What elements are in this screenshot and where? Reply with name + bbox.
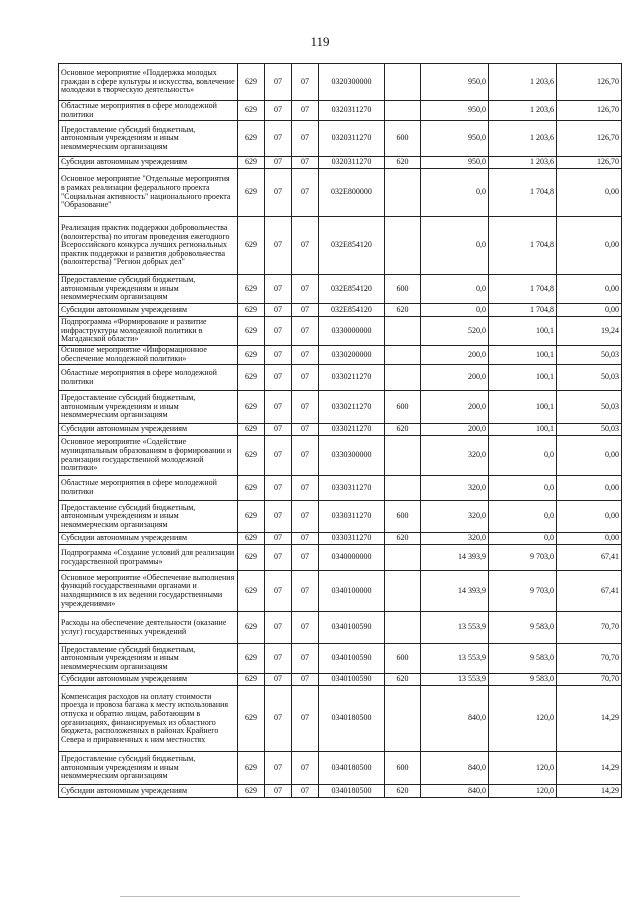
row-planned-cell: 950,0 — [421, 64, 489, 101]
row-actual-cell: 100,1 — [489, 346, 557, 365]
row-actual-cell: 1 704,8 — [489, 304, 557, 317]
table-row — [59, 304, 622, 317]
row-percent-cell: 67,41 — [557, 571, 622, 612]
row-target-article-cell: 0320311270 — [319, 157, 385, 169]
row-name-cell: Подпрограмма «Формирование и развитие инфраструктуры молодежной политики в Магаданской области» — [59, 317, 238, 346]
row-planned-cell: 0,0 — [421, 304, 489, 317]
row-subsection-cell: 07 — [292, 501, 319, 533]
table-row — [59, 121, 622, 157]
row-target-article-cell: 0340100590 — [319, 674, 385, 686]
table-row — [59, 545, 622, 571]
row-expense-type-cell: 600 — [385, 752, 421, 785]
row-subsection-cell: 07 — [292, 571, 319, 612]
row-target-article-cell: 0320300000 — [319, 64, 385, 101]
row-actual-cell: 120,0 — [489, 686, 557, 752]
table-row — [59, 64, 622, 101]
row-section-cell: 07 — [265, 612, 292, 644]
row-subsection-cell: 07 — [292, 391, 319, 424]
table-row — [59, 644, 622, 674]
row-planned-cell: 200,0 — [421, 365, 489, 391]
row-planned-cell: 0,0 — [421, 217, 489, 275]
row-percent-cell: 126,70 — [557, 101, 622, 121]
table-row — [59, 169, 622, 217]
row-planned-cell: 13 553,9 — [421, 674, 489, 686]
row-actual-cell: 1 203,6 — [489, 64, 557, 101]
row-planned-cell: 200,0 — [421, 424, 489, 436]
row-actual-cell: 100,1 — [489, 391, 557, 424]
row-section-cell: 07 — [265, 752, 292, 785]
table-row — [59, 317, 622, 346]
row-target-article-cell: 0340000000 — [319, 545, 385, 571]
row-section-cell: 07 — [265, 424, 292, 436]
row-planned-cell: 14 393,9 — [421, 571, 489, 612]
row-planned-cell: 13 553,9 — [421, 612, 489, 644]
page-number: 119 — [310, 34, 330, 49]
row-percent-cell: 0,00 — [557, 275, 622, 304]
table-row — [59, 217, 622, 275]
row-subsection-cell: 07 — [292, 644, 319, 674]
row-target-article-cell: 0330211270 — [319, 391, 385, 424]
row-actual-cell: 1 203,6 — [489, 157, 557, 169]
row-ved-cell: 629 — [238, 476, 265, 501]
row-target-article-cell: 0330000000 — [319, 317, 385, 346]
table-body — [59, 64, 622, 798]
row-expense-type-cell — [385, 686, 421, 752]
row-actual-cell: 9 583,0 — [489, 644, 557, 674]
row-actual-cell: 9 583,0 — [489, 674, 557, 686]
row-percent-cell: 50,03 — [557, 391, 622, 424]
row-subsection-cell: 07 — [292, 346, 319, 365]
row-ved-cell: 629 — [238, 436, 265, 476]
row-target-article-cell: 0340180500 — [319, 752, 385, 785]
row-name-cell: Компенсация расходов на оплату стоимости проезда и провоза багажа к месту использования отпуска и обратно лицам, работающим в организациях, финансируемых из областного бюджета, расположенных в районах Крайнего Севера и приравненных к ним местностях — [59, 686, 238, 752]
row-name-cell: Субсидии автономным учреждениям — [59, 304, 238, 317]
table-row — [59, 346, 622, 365]
row-ved-cell: 629 — [238, 424, 265, 436]
row-target-article-cell: 0330211270 — [319, 424, 385, 436]
row-percent-cell: 19,24 — [557, 317, 622, 346]
row-expense-type-cell: 620 — [385, 785, 421, 798]
scan-edge-line — [120, 896, 520, 897]
row-percent-cell: 70,70 — [557, 612, 622, 644]
row-ved-cell: 629 — [238, 674, 265, 686]
row-expense-type-cell — [385, 365, 421, 391]
row-actual-cell: 120,0 — [489, 785, 557, 798]
row-target-article-cell: 0330311270 — [319, 501, 385, 533]
row-expense-type-cell: 620 — [385, 304, 421, 317]
row-actual-cell: 1 203,6 — [489, 121, 557, 157]
row-actual-cell: 9 703,0 — [489, 545, 557, 571]
row-subsection-cell: 07 — [292, 476, 319, 501]
row-planned-cell: 950,0 — [421, 157, 489, 169]
row-percent-cell: 0,00 — [557, 436, 622, 476]
row-section-cell: 07 — [265, 501, 292, 533]
row-planned-cell: 950,0 — [421, 101, 489, 121]
row-subsection-cell: 07 — [292, 317, 319, 346]
row-percent-cell: 70,70 — [557, 674, 622, 686]
row-percent-cell: 14,29 — [557, 686, 622, 752]
row-ved-cell: 629 — [238, 346, 265, 365]
row-ved-cell: 629 — [238, 64, 265, 101]
row-section-cell: 07 — [265, 101, 292, 121]
row-subsection-cell: 07 — [292, 545, 319, 571]
row-expense-type-cell: 600 — [385, 644, 421, 674]
row-target-article-cell: 0330300000 — [319, 436, 385, 476]
row-percent-cell: 67,41 — [557, 545, 622, 571]
row-planned-cell: 840,0 — [421, 686, 489, 752]
row-section-cell: 07 — [265, 217, 292, 275]
row-subsection-cell: 07 — [292, 612, 319, 644]
row-section-cell: 07 — [265, 545, 292, 571]
row-name-cell: Предоставление субсидий бюджетным, автономным учреждениям и иным некоммерческим организациям — [59, 501, 238, 533]
row-ved-cell: 629 — [238, 752, 265, 785]
row-target-article-cell: 0340180500 — [319, 785, 385, 798]
row-section-cell: 07 — [265, 644, 292, 674]
table-row — [59, 436, 622, 476]
table-row — [59, 501, 622, 533]
row-section-cell: 07 — [265, 674, 292, 686]
row-actual-cell: 0,0 — [489, 533, 557, 545]
row-name-cell: Субсидии автономным учреждениям — [59, 674, 238, 686]
row-name-cell: Предоставление субсидий бюджетным, автономным учреждениям и иным некоммерческим организациям — [59, 275, 238, 304]
row-subsection-cell: 07 — [292, 365, 319, 391]
row-expense-type-cell — [385, 169, 421, 217]
row-name-cell: Субсидии автономным учреждениям — [59, 533, 238, 545]
row-planned-cell: 200,0 — [421, 391, 489, 424]
row-name-cell: Субсидии автономным учреждениям — [59, 785, 238, 798]
row-subsection-cell: 07 — [292, 169, 319, 217]
table-row — [59, 101, 622, 121]
row-subsection-cell: 07 — [292, 64, 319, 101]
row-ved-cell: 629 — [238, 217, 265, 275]
row-subsection-cell: 07 — [292, 217, 319, 275]
row-actual-cell: 1 203,6 — [489, 101, 557, 121]
row-planned-cell: 200,0 — [421, 346, 489, 365]
row-ved-cell: 629 — [238, 785, 265, 798]
row-section-cell: 07 — [265, 275, 292, 304]
table-row — [59, 533, 622, 545]
row-actual-cell: 1 704,8 — [489, 169, 557, 217]
row-planned-cell: 950,0 — [421, 121, 489, 157]
row-planned-cell: 840,0 — [421, 752, 489, 785]
row-subsection-cell: 07 — [292, 157, 319, 169]
row-section-cell: 07 — [265, 169, 292, 217]
row-name-cell: Основное мероприятие «Поддержка молодых граждан в сфере культуры и искусства, вовлечение молодежи в творческую деятельность» — [59, 64, 238, 101]
row-target-article-cell: 0340180500 — [319, 686, 385, 752]
row-target-article-cell: 0330311270 — [319, 533, 385, 545]
row-name-cell: Основное мероприятие "Отдельные мероприятия в рамках реализации федерального проекта "Социальная активность" национального проекта "Образование" — [59, 169, 238, 217]
table-row — [59, 752, 622, 785]
row-name-cell: Предоставление субсидий бюджетным, автономным учреждениям и иным некоммерческим организациям — [59, 752, 238, 785]
row-name-cell: Основное мероприятие «Информационное обеспечение молодежной политики» — [59, 346, 238, 365]
table-row — [59, 391, 622, 424]
row-section-cell: 07 — [265, 533, 292, 545]
table-row — [59, 157, 622, 169]
row-percent-cell: 14,29 — [557, 785, 622, 798]
row-percent-cell: 0,00 — [557, 304, 622, 317]
row-section-cell: 07 — [265, 304, 292, 317]
row-expense-type-cell — [385, 64, 421, 101]
row-actual-cell: 100,1 — [489, 365, 557, 391]
row-target-article-cell: 0330211270 — [319, 365, 385, 391]
row-target-article-cell: 0330200000 — [319, 346, 385, 365]
row-percent-cell: 50,03 — [557, 346, 622, 365]
row-target-article-cell: 0340100000 — [319, 571, 385, 612]
row-percent-cell: 50,03 — [557, 365, 622, 391]
row-section-cell: 07 — [265, 571, 292, 612]
row-subsection-cell: 07 — [292, 424, 319, 436]
table-row — [59, 686, 622, 752]
row-percent-cell: 70,70 — [557, 644, 622, 674]
row-subsection-cell: 07 — [292, 101, 319, 121]
row-section-cell: 07 — [265, 317, 292, 346]
row-actual-cell: 0,0 — [489, 476, 557, 501]
row-section-cell: 07 — [265, 686, 292, 752]
table-row — [59, 476, 622, 501]
row-subsection-cell: 07 — [292, 533, 319, 545]
row-section-cell: 07 — [265, 365, 292, 391]
row-percent-cell: 126,70 — [557, 157, 622, 169]
row-expense-type-cell: 620 — [385, 533, 421, 545]
row-planned-cell: 320,0 — [421, 533, 489, 545]
row-expense-type-cell: 620 — [385, 157, 421, 169]
row-percent-cell: 0,00 — [557, 501, 622, 533]
row-actual-cell: 100,1 — [489, 424, 557, 436]
row-expense-type-cell — [385, 217, 421, 275]
row-expense-type-cell: 600 — [385, 121, 421, 157]
row-subsection-cell: 07 — [292, 304, 319, 317]
row-expense-type-cell: 620 — [385, 424, 421, 436]
row-subsection-cell: 07 — [292, 121, 319, 157]
row-percent-cell: 14,29 — [557, 752, 622, 785]
row-actual-cell: 0,0 — [489, 436, 557, 476]
row-ved-cell: 629 — [238, 169, 265, 217]
table-row — [59, 365, 622, 391]
row-ved-cell: 629 — [238, 533, 265, 545]
row-ved-cell: 629 — [238, 644, 265, 674]
row-section-cell: 07 — [265, 391, 292, 424]
budget-table — [58, 63, 622, 798]
row-percent-cell: 50,03 — [557, 424, 622, 436]
row-name-cell: Областные мероприятия в сфере молодежной политики — [59, 101, 238, 121]
row-section-cell: 07 — [265, 64, 292, 101]
row-name-cell: Реализация практик поддержки добровольчества (волонтерства) по итогам проведения ежегодного Всероссийского конкурса лучших региональных практик поддержки и развития добровольчества (волонтерства) "Регион добрых дел" — [59, 217, 238, 275]
row-percent-cell: 126,70 — [557, 121, 622, 157]
row-section-cell: 07 — [265, 346, 292, 365]
row-target-article-cell: 0340100590 — [319, 644, 385, 674]
row-expense-type-cell: 600 — [385, 275, 421, 304]
row-target-article-cell: 0320311270 — [319, 101, 385, 121]
row-name-cell: Предоставление субсидий бюджетным, автономным учреждениям и иным некоммерческим организациям — [59, 121, 238, 157]
row-actual-cell: 1 704,8 — [489, 217, 557, 275]
row-ved-cell: 629 — [238, 391, 265, 424]
row-ved-cell: 629 — [238, 101, 265, 121]
row-target-article-cell: 0340100590 — [319, 612, 385, 644]
row-name-cell: Основное мероприятие «Обеспечение выполнения функций государственными органами и находящимися в их ведении государственными учреждениями» — [59, 571, 238, 612]
row-expense-type-cell — [385, 317, 421, 346]
row-section-cell: 07 — [265, 121, 292, 157]
row-percent-cell: 126,70 — [557, 64, 622, 101]
row-ved-cell: 629 — [238, 275, 265, 304]
row-target-article-cell: 032E854120 — [319, 304, 385, 317]
row-percent-cell: 0,00 — [557, 533, 622, 545]
row-section-cell: 07 — [265, 476, 292, 501]
table-row — [59, 674, 622, 686]
row-name-cell: Предоставление субсидий бюджетным, автономным учреждениям и иным некоммерческим организациям — [59, 391, 238, 424]
row-target-article-cell: 032E854120 — [319, 275, 385, 304]
row-percent-cell: 0,00 — [557, 476, 622, 501]
row-subsection-cell: 07 — [292, 674, 319, 686]
row-expense-type-cell: 620 — [385, 674, 421, 686]
row-name-cell: Областные мероприятия в сфере молодежной политики — [59, 365, 238, 391]
row-ved-cell: 629 — [238, 157, 265, 169]
row-name-cell: Расходы на обеспечение деятельности (оказание услуг) государственных учреждений — [59, 612, 238, 644]
row-expense-type-cell — [385, 476, 421, 501]
row-name-cell: Субсидии автономным учреждениям — [59, 157, 238, 169]
row-expense-type-cell — [385, 545, 421, 571]
row-planned-cell: 320,0 — [421, 476, 489, 501]
table-row — [59, 571, 622, 612]
row-section-cell: 07 — [265, 785, 292, 798]
row-actual-cell: 100,1 — [489, 317, 557, 346]
row-subsection-cell: 07 — [292, 436, 319, 476]
row-planned-cell: 0,0 — [421, 275, 489, 304]
row-planned-cell: 0,0 — [421, 169, 489, 217]
row-planned-cell: 320,0 — [421, 501, 489, 533]
table-row — [59, 612, 622, 644]
row-expense-type-cell: 600 — [385, 391, 421, 424]
row-subsection-cell: 07 — [292, 686, 319, 752]
row-planned-cell: 520,0 — [421, 317, 489, 346]
row-expense-type-cell — [385, 346, 421, 365]
row-name-cell: Подпрограмма «Создание условий для реализации государственной программы» — [59, 545, 238, 571]
row-ved-cell: 629 — [238, 365, 265, 391]
table-row — [59, 785, 622, 798]
row-percent-cell: 0,00 — [557, 169, 622, 217]
row-subsection-cell: 07 — [292, 275, 319, 304]
row-ved-cell: 629 — [238, 571, 265, 612]
row-expense-type-cell — [385, 571, 421, 612]
row-planned-cell: 13 553,9 — [421, 644, 489, 674]
row-ved-cell: 629 — [238, 501, 265, 533]
row-name-cell: Основное мероприятие «Содействие муниципальным образованиям в формировании и реализации государственной молодежной политики» — [59, 436, 238, 476]
row-section-cell: 07 — [265, 436, 292, 476]
row-name-cell: Субсидии автономным учреждениям — [59, 424, 238, 436]
row-subsection-cell: 07 — [292, 785, 319, 798]
row-actual-cell: 0,0 — [489, 501, 557, 533]
row-subsection-cell: 07 — [292, 752, 319, 785]
row-actual-cell: 9 583,0 — [489, 612, 557, 644]
row-actual-cell: 9 703,0 — [489, 571, 557, 612]
row-ved-cell: 629 — [238, 545, 265, 571]
row-name-cell: Предоставление субсидий бюджетным, автономным учреждениям и иным некоммерческим организациям — [59, 644, 238, 674]
row-ved-cell: 629 — [238, 304, 265, 317]
row-expense-type-cell — [385, 101, 421, 121]
row-target-article-cell: 0320311270 — [319, 121, 385, 157]
row-ved-cell: 629 — [238, 317, 265, 346]
row-ved-cell: 629 — [238, 686, 265, 752]
row-expense-type-cell — [385, 612, 421, 644]
row-expense-type-cell — [385, 436, 421, 476]
row-actual-cell: 120,0 — [489, 752, 557, 785]
row-ved-cell: 629 — [238, 612, 265, 644]
row-planned-cell: 840,0 — [421, 785, 489, 798]
row-section-cell: 07 — [265, 157, 292, 169]
row-target-article-cell: 032E854120 — [319, 217, 385, 275]
row-actual-cell: 1 704,8 — [489, 275, 557, 304]
table-row — [59, 424, 622, 436]
row-planned-cell: 320,0 — [421, 436, 489, 476]
row-target-article-cell: 0330311270 — [319, 476, 385, 501]
row-expense-type-cell: 600 — [385, 501, 421, 533]
row-name-cell: Областные мероприятия в сфере молодежной политики — [59, 476, 238, 501]
row-target-article-cell: 032E800000 — [319, 169, 385, 217]
table-row — [59, 275, 622, 304]
row-planned-cell: 14 393,9 — [421, 545, 489, 571]
row-ved-cell: 629 — [238, 121, 265, 157]
row-percent-cell: 0,00 — [557, 217, 622, 275]
